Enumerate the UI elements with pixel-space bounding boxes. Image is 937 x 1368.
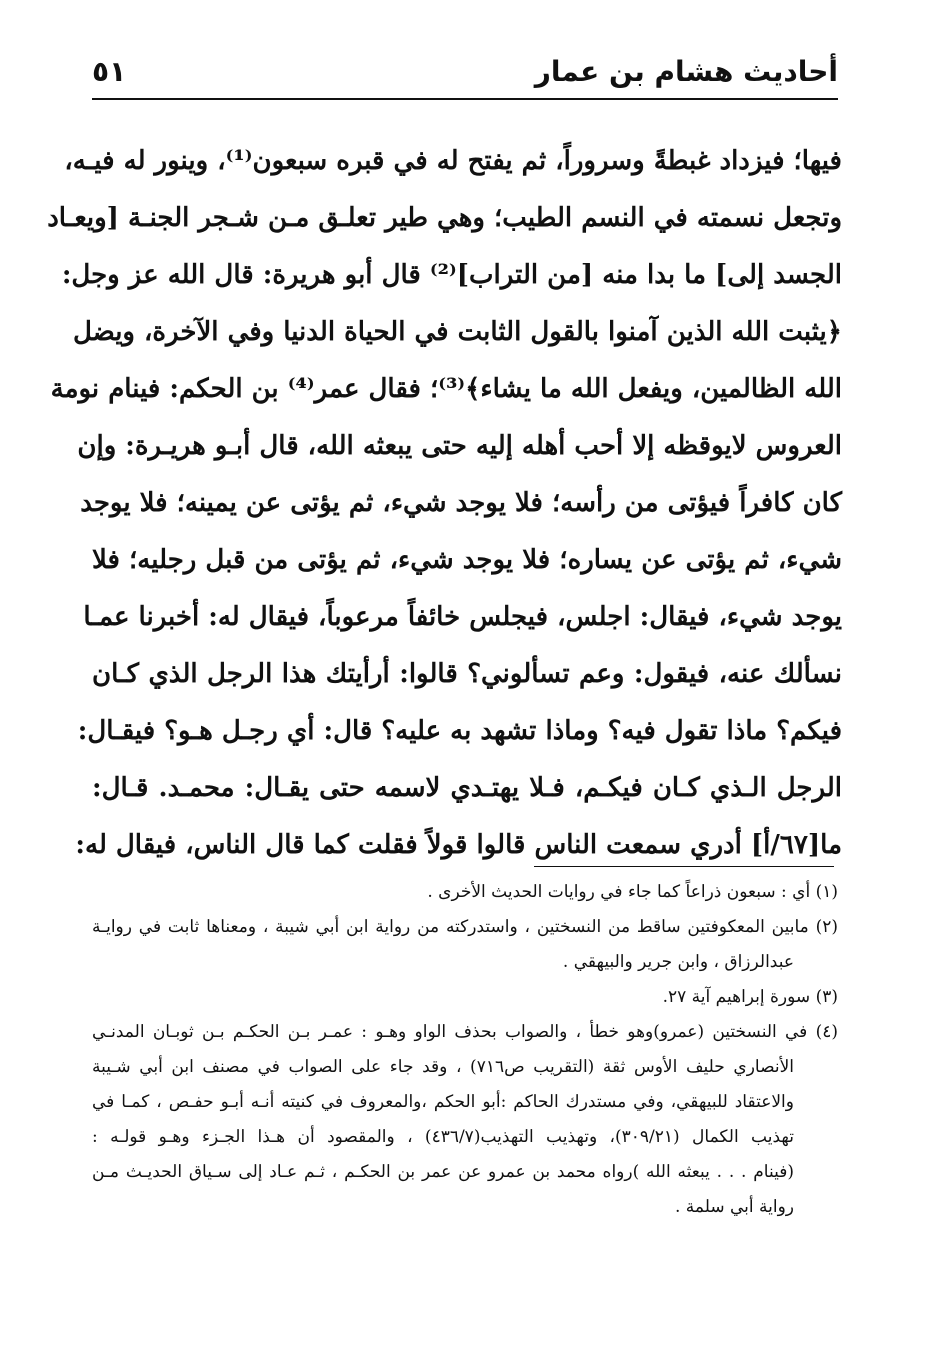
page-header: [92, 52, 838, 96]
text-line: كان كافراً فيؤتى من رأسه؛ فلا يوجد شيء، ثم يؤتى عن يمينه؛ فلا يوجد: [80, 488, 842, 518]
text-line: الرجل الـذي كـان فيكـم، فـلا يهتـدي لاسمه حتى يقـال: محمـد. قـال:: [92, 773, 842, 803]
text-line: فيها؛ فيزداد غبطةً وسروراً، ثم يفتح له في قبره سبعون⁽¹⁾، وينور له فيـه،: [64, 146, 842, 176]
text-line: الله الظالمين، ويفعل الله ما يشاء﴾⁽³⁾؛ فقال عمر⁽⁴⁾ بن الحكم: فينام نومة: [50, 374, 842, 404]
text-line: نسألك عنه، فيقول: وعم تسألوني؟ قالوا: أرأيتك هذا الرجل الذي كـان: [92, 659, 842, 689]
text-line: ﴿يثبت الله الذين آمنوا بالقول الثابت في الحياة الدنيا وفي الآخرة، ويضل: [72, 317, 842, 347]
text-line: العروس لايوقظه إلا أحب أهله إليه حتى يبعثه الله، قال أبـو هريـرة: وإن: [77, 431, 842, 461]
footnote-4-continuation: الأنصاري حليف الأوس ثقة (التقريب ص٧١٦) ، وقد جاء على الصواب في مصنف ابن أبي شـيبة: [92, 1057, 795, 1077]
footnote-2-continuation: عبدالرزاق ، وابن جرير والبيهقي .: [562, 952, 794, 972]
text-line: وتجعل نسمته في النسم الطيب؛ وهي طير تعلـق مـن شـجر الجنـة [ويعـاد: [47, 203, 842, 233]
footnote-2: (٢) مابين المعكوفتين ساقط من النسختين ، واستدركته من رواية ابن أبي شيبة ، ومعناها ثابت في روايـة: [92, 917, 838, 937]
header-divider: [92, 98, 838, 100]
footnote-4-continuation: رواية أبي سلمة .: [674, 1197, 794, 1217]
page-number: ٥١: [92, 55, 127, 88]
footnote-1: (١) أي : سبعون ذراعاً كما جاء في روايات الحديث الأخرى .: [427, 882, 838, 902]
footnote-4-continuation: (فينام . . . يبعثه الله )رواه محمد بن عمرو عن عمر بن الحكـم ، ثـم عـاد إلى سـياق الحديـث مـن: [92, 1162, 794, 1182]
footnote-4-continuation: والاعتقاد للبيهقي، وفي مستدرك الحاكم :أبو الحكم ،والمعروف في كنيته أنـه أبـو حفـص ، كمـا في: [92, 1092, 794, 1112]
footnotes: [92, 875, 838, 1225]
main-text: [47, 133, 842, 874]
text-line: الجسد إلى] ما بدا منه [من التراب]⁽²⁾ قال أبو هريرة: قال الله عز وجل:: [61, 260, 842, 290]
footnote-4-continuation: تهذيب الكمال (٣٠٩/٢١)، وتهذيب التهذيب(٤٣٦/٧) ، والمقصود أن هـذا الجـزء وهـو قولـه :: [92, 1127, 794, 1147]
running-title: أحاديث هشام بن عمار: [534, 55, 838, 88]
footnote-divider: [534, 866, 834, 867]
footnote-3: (٣) سورة إبراهيم آية ٢٧.: [662, 987, 838, 1007]
text-line: يوجد شيء، فيقال: اجلس، فيجلس خائفاً مرعوباً، فيقال له: أخبرنا عمـا: [83, 602, 842, 632]
text-line: فيكم؟ ماذا تقول فيه؟ وماذا تشهد به عليه؟ قال: أي رجـل هـو؟ فيقـال:: [77, 716, 842, 746]
text-line: شيء، ثم يؤتى عن يساره؛ فلا يوجد شيء، ثم يؤتى من قبل رجليه؛ فلا: [92, 545, 842, 575]
footnote-4: (٤) في النسختين (عمرو)وهو خطأ ، والصواب بحذف الواو وهـو : عمـر بـن الحكـم بـن ثوبـان المدنـي: [92, 1022, 838, 1042]
text-line: ما[٦٧/أ] أدري سمعت الناس قالوا قولاً فقلت كما قال الناس، فيقال له:: [75, 830, 842, 860]
